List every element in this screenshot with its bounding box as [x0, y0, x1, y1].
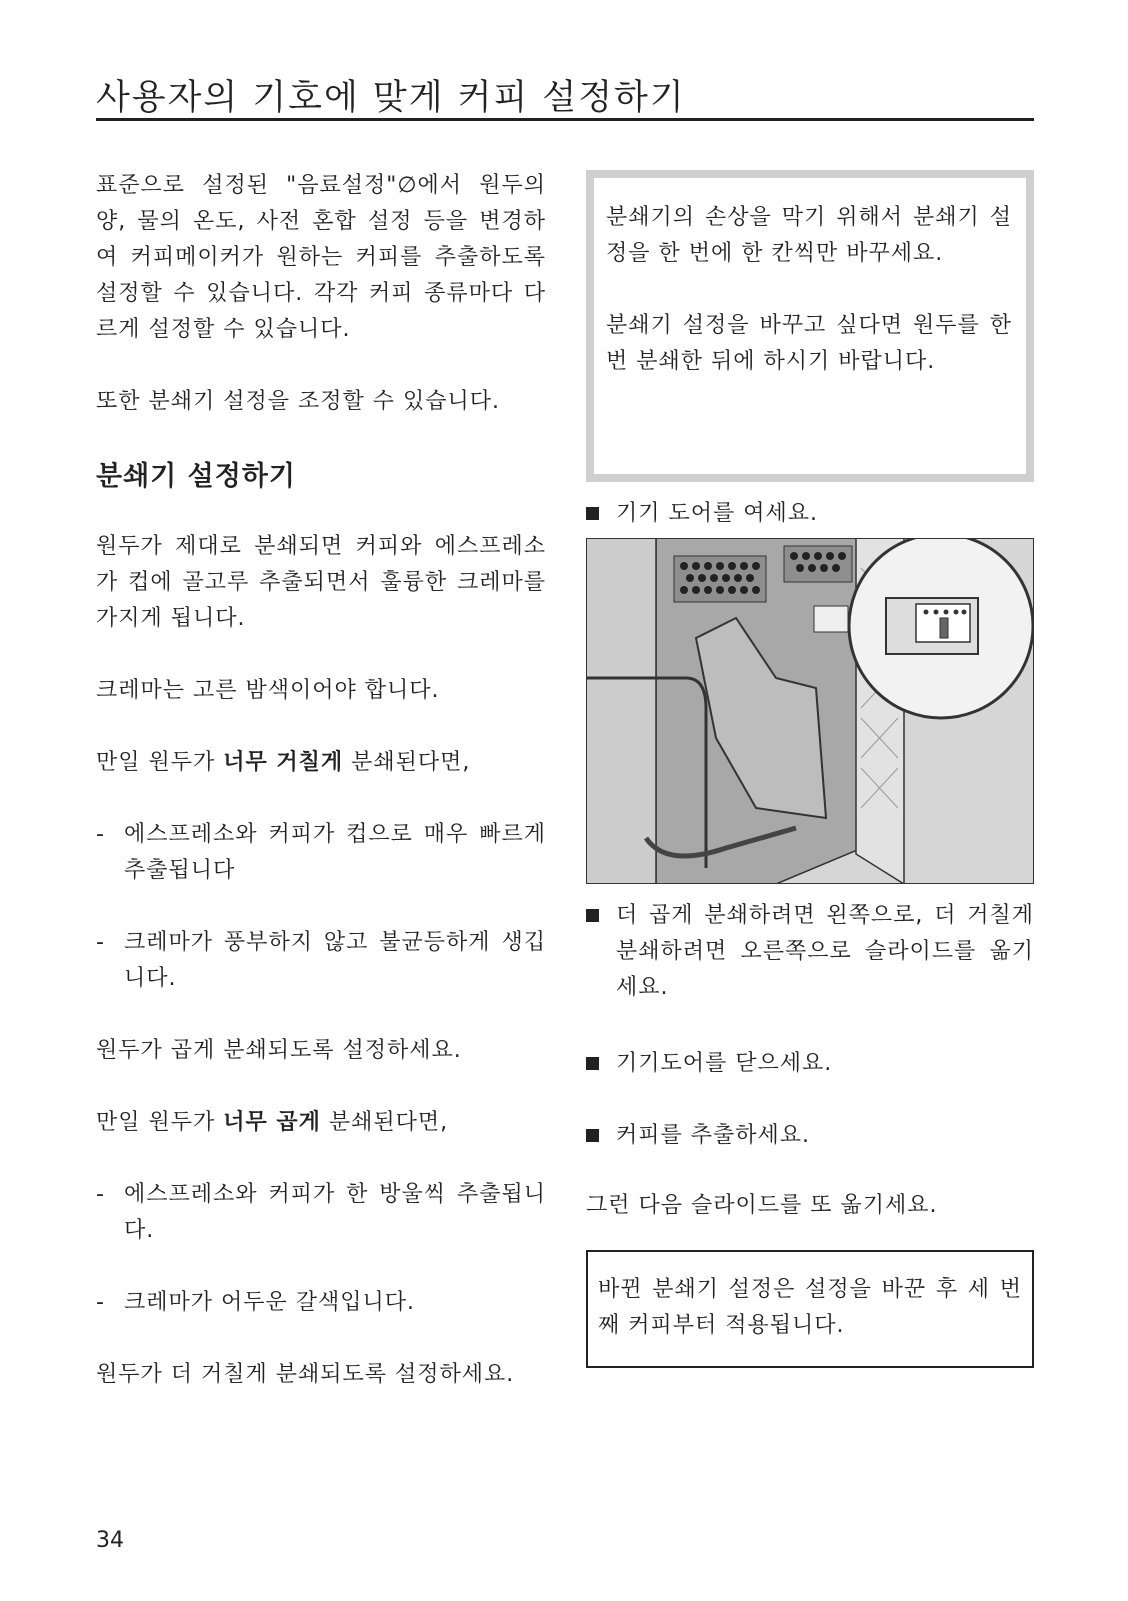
page-number: 34	[96, 1528, 124, 1553]
step-brew	[586, 1118, 1034, 1154]
step-text: 커피를 추출하세요.	[616, 1123, 811, 1148]
note-text: 바뀐 분쇄기 설정은 설정을 바꾼 후 세 번째 커피부터 적용됩니다.	[598, 1277, 1022, 1338]
warning-box	[586, 170, 1034, 482]
step-text: 더 곱게 분쇄하려면 왼쪽으로, 더 거칠게 분쇄하려면 오른쪽으로 슬라이드를 옮기세요.	[616, 903, 1034, 1000]
fine-symptom-item: - 크레마가 어두운 갈색입니다.	[96, 1285, 546, 1321]
fine-advice: 원두가 더 거칠게 분쇄되도록 설정하세요.	[96, 1362, 515, 1387]
grinder-slider-small	[814, 606, 848, 632]
too-fine-condition	[96, 1105, 546, 1141]
grind-quality-paragraph: 원두가 제대로 분쇄되면 커피와 에스프레소가 컵에 골고루 추출되면서 훌륭한 크레마를 가지게 됩니다.	[96, 534, 546, 631]
page-title: 사용자의 기호에 맞게 커피 설정하기	[96, 78, 686, 118]
vent-grille-left	[674, 556, 766, 602]
section-heading: 분쇄기 설정하기	[96, 461, 296, 492]
too-fine-emphasis: 너무 곱게	[223, 1110, 321, 1135]
intro-paragraph: 표준으로 설정된 "음료설정"∅에서 원두의 양, 물의 온도, 사전 혼합 설정 등을 변경하여 커피메이커가 원하는 커피를 추출하도록 설정할 수 있습니다. 각각 커피 종류마다 다르게 설정할 수 있습니다.	[96, 173, 546, 342]
bullet-square-icon	[586, 909, 599, 922]
vent-grille-right	[784, 546, 852, 582]
fine-symptom-text: 에스프레소와 커피가 한 방울씩 추출됩니다.	[124, 1182, 546, 1243]
bullet-square-icon	[586, 1057, 599, 1070]
grinder-setting-illustration	[586, 538, 1034, 884]
too-fine-prefix: 만일 원두가	[96, 1110, 224, 1135]
too-fine-suffix: 분쇄된다면,	[320, 1110, 449, 1135]
bullet-square-icon	[586, 1129, 599, 1142]
warning-text-1: 분쇄기의 손상을 막기 위해서 분쇄기 설정을 한 번에 한 칸씩만 바꾸세요.	[606, 205, 1012, 266]
machine-door-illustration	[586, 538, 1034, 884]
crema-paragraph: 크레마는 고른 밤색이어야 합니다.	[96, 678, 440, 703]
too-coarse-prefix: 만일 원두가	[96, 750, 224, 775]
step-slide	[586, 898, 1034, 1006]
coarse-symptom-text: 에스프레소와 커피가 컵으로 매우 빠르게 추출됩니다	[124, 822, 546, 883]
note-box	[586, 1250, 1034, 1368]
too-coarse-condition	[96, 745, 546, 781]
coarse-symptom-item: - 에스프레소와 커피가 컵으로 매우 빠르게 추출됩니다	[96, 817, 546, 889]
warning-text-2: 분쇄기 설정을 바꾸고 싶다면 원두를 한 번 분쇄한 뒤에 하시기 바랍니다.	[606, 313, 1012, 374]
coarse-symptom-item: - 크레마가 풍부하지 않고 불균등하게 생깁니다.	[96, 925, 546, 997]
coarse-advice: 원두가 곱게 분쇄되도록 설정하세요.	[96, 1038, 462, 1063]
title-rule	[96, 118, 1034, 121]
bullet-square-icon	[586, 507, 599, 520]
step-text: 기기 도어를 여세요.	[616, 501, 818, 526]
intro-grinder-paragraph: 또한 분쇄기 설정을 조정할 수 있습니다.	[96, 389, 500, 414]
step-open-door	[586, 496, 1034, 532]
step-close-door	[586, 1046, 1034, 1082]
fine-symptom-text: 크레마가 어두운 갈색입니다.	[124, 1290, 416, 1315]
fine-symptom-item: - 에스프레소와 커피가 한 방울씩 추출됩니다.	[96, 1177, 546, 1249]
left-column	[96, 168, 546, 1393]
too-coarse-emphasis: 너무 거칠게	[223, 750, 344, 775]
coarse-symptom-text: 크레마가 풍부하지 않고 불균등하게 생깁니다.	[124, 930, 546, 991]
then-instruction: 그런 다음 슬라이드를 또 옮기세요.	[586, 1193, 938, 1218]
too-coarse-suffix: 분쇄된다면,	[343, 750, 471, 775]
step-text: 기기도어를 닫으세요.	[616, 1051, 833, 1076]
